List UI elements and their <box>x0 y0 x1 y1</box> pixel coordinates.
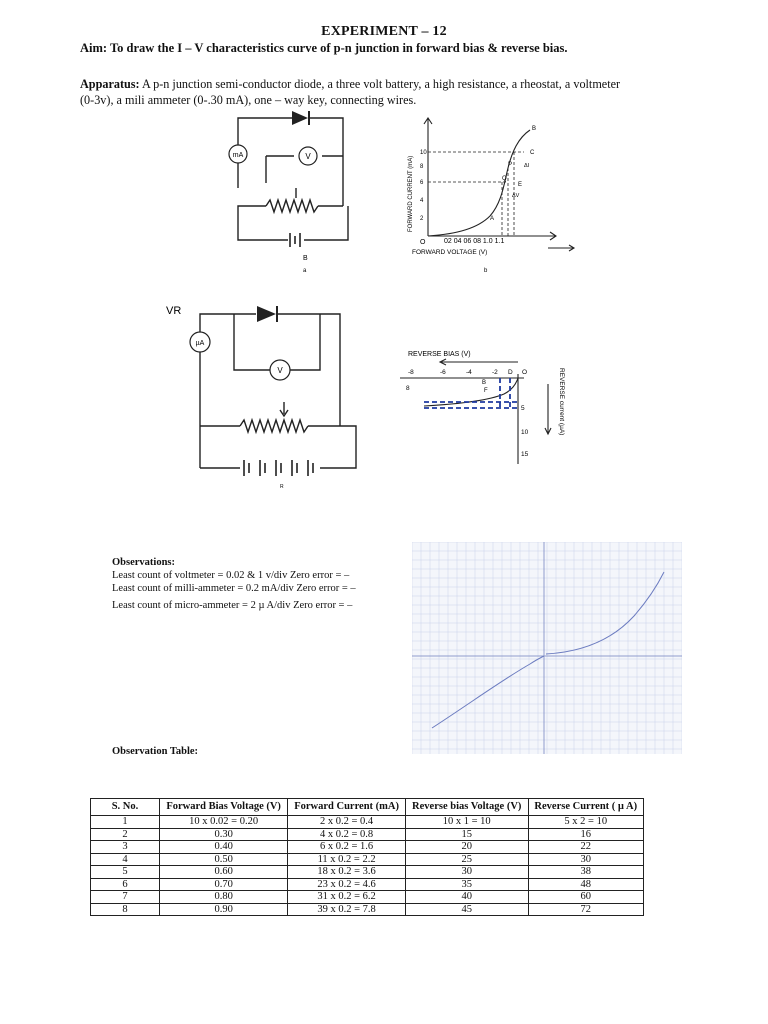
point-c: C <box>530 150 535 156</box>
forward-characteristic-graph <box>398 112 588 280</box>
y-axis-label: FORWARD CURRENT (mA) <box>408 155 414 232</box>
y-tick-10: 10 <box>420 150 427 156</box>
reverse-dashed-guides <box>424 378 518 408</box>
point-p: P <box>508 162 513 168</box>
vr-label: VR <box>166 305 182 317</box>
table-row: 8 0.90 39 x 0.2 = 7.8 45 72 <box>91 903 644 916</box>
reverse-x-label: REVERSE BIAS (V) <box>408 351 471 358</box>
point-f: F <box>484 388 488 394</box>
voltmeter-least-count: Least count of voltmeter = 0.02 & 1 v/div Zero error = – <box>112 570 350 581</box>
table-row: 1 10 x 0.02 = 0.20 2 x 0.2 = 0.4 10 x 1 = 10 5 x 2 = 10 <box>91 816 644 829</box>
point-b: B <box>532 126 537 132</box>
apparatus-line2: (0-3v), a mili ammeter (0-.30 mA), one – way key, connecting wires. <box>80 93 417 107</box>
y-tick-10: 10 <box>521 429 529 436</box>
header-sno: S. No. <box>91 799 160 816</box>
reverse-bias-circuit-diagram <box>160 296 370 490</box>
table-row: 5 0.60 18 x 0.2 = 3.6 30 38 <box>91 866 644 879</box>
table-row: 6 0.70 23 x 0.2 = 4.6 35 48 <box>91 878 644 891</box>
table-row: 4 0.50 11 x 0.2 = 2.2 25 30 <box>91 853 644 866</box>
x-tick-8: -8 <box>408 369 414 376</box>
table-row: 3 0.40 6 x 0.2 = 1.6 20 22 <box>91 841 644 854</box>
apparatus-label: Apparatus: <box>80 77 140 91</box>
apparatus-line1: A p-n junction semi-conductor diode, a three volt battery, a high resistance, a rheostat, a voltmeter <box>141 77 621 91</box>
point-b: B <box>482 380 487 386</box>
x-tick-6: -6 <box>440 369 446 376</box>
point-a: A <box>490 216 495 222</box>
page-title: EXPERIMENT – 12 <box>321 24 447 39</box>
delta-i-label: ΔI <box>524 163 530 169</box>
point-d: D <box>508 369 513 376</box>
header-forward-voltage: Forward Bias Voltage (V) <box>160 799 288 816</box>
milliammeter-least-count: Least count of milli-ammeter = 0.2 mA/div Zero error = – <box>112 583 356 594</box>
forward-bias-circuit-diagram <box>218 108 358 276</box>
point-e: E <box>518 182 523 188</box>
y-tick-6: 6 <box>420 180 424 186</box>
table-row: 2 0.30 4 x 0.2 = 0.8 15 16 <box>91 828 644 841</box>
graph-paper-plot <box>412 542 682 754</box>
battery-bank-icon <box>244 460 313 476</box>
voltmeter-label: V <box>277 366 283 375</box>
reverse-characteristic-graph <box>400 344 580 464</box>
milliammeter-label: mA <box>232 152 244 159</box>
microammeter-least-count: Least count of micro-ammeter = 2 µ A/div Zero error = – <box>112 600 353 611</box>
header-forward-current: Forward Current (mA) <box>288 799 406 816</box>
y-tick-2: 2 <box>420 216 424 222</box>
fig2-caption: b <box>484 268 488 274</box>
y-tick-15: 15 <box>521 451 529 458</box>
diode-icon <box>257 306 276 322</box>
y-tick-8: 8 <box>420 164 424 170</box>
fig3-caption: R <box>280 484 284 490</box>
observations-block <box>112 556 412 612</box>
aim-body: To draw the I – V characteristics curve of p-n junction in forward bias & reverse bias. <box>109 41 568 55</box>
table-row: 7 0.80 31 x 0.2 = 6.2 40 60 <box>91 891 644 904</box>
voltmeter-label: V <box>305 152 311 161</box>
x-tick-4: -4 <box>466 369 472 376</box>
y-tick-4: 4 <box>420 198 424 204</box>
x-axis-label: FORWARD VOLTAGE (V) <box>412 249 488 256</box>
y-tick-5: 5 <box>521 405 525 412</box>
battery-label: B <box>303 255 308 262</box>
origin-label: O <box>420 239 426 246</box>
origin-label: O <box>522 369 528 376</box>
x-ticks: 02 04 06 08 1.0 1.1 <box>444 238 505 245</box>
diode-icon <box>292 111 308 125</box>
header-reverse-current: Reverse Current ( µ A) <box>528 799 643 816</box>
observation-table <box>90 798 644 916</box>
fig1-caption: a <box>303 268 307 274</box>
x-tick-2: -2 <box>492 369 498 376</box>
observations-heading: Observations: <box>112 557 175 568</box>
delta-v-label: ΔV <box>512 193 520 199</box>
left-eight: 8 <box>406 385 410 392</box>
table-header-row <box>91 799 644 816</box>
aim-text <box>80 41 700 56</box>
point-q: Q <box>502 176 507 182</box>
apparatus-text <box>80 76 700 108</box>
battery-icon <box>290 233 300 247</box>
microammeter-label: µA <box>195 340 205 347</box>
header-reverse-voltage: Reverse bias Voltage (V) <box>405 799 528 816</box>
reverse-y-label: REVERSE current (µA) <box>558 368 565 436</box>
aim-label: Aim: <box>80 41 108 55</box>
observation-table-title: Observation Table: <box>112 746 199 757</box>
